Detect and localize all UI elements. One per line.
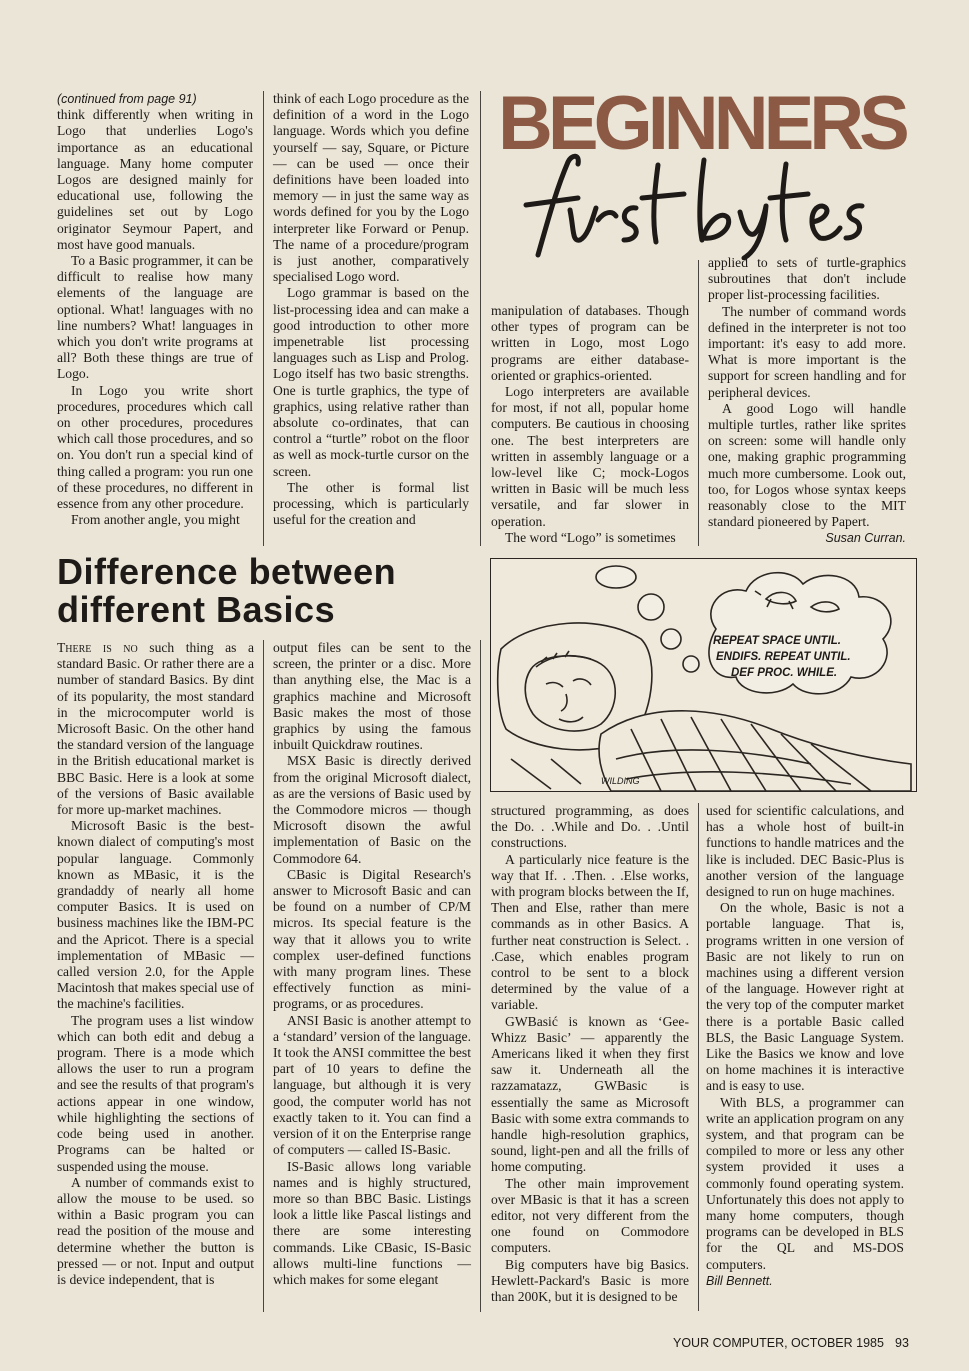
paragraph: Logo interpreters are available for most, if not all, popular home computers. Be cautious in choosing one. The best interpreters are written in assembly language or a low-level like C; mock-Logos written in Basic will be much less versatile, and far slower in operation. [491,384,689,529]
paragraph: output files can be sent to the screen, the printer or a disc. More than anything else, the Mac is a graphics machine and Microsoft Basic makes the most of those graphics by using the famous inbuilt Quickdraw routines. [273,640,471,753]
paragraph: A particularly nice feature is the way that If. . .Then. . .Else works, with program blocks between the If, Then and Else, rather than mere commands as in other Basics. A further neat construction is Select. . .Case, which enables program control to be sent to a block determined by the value of a variable. [491,851,689,1013]
paragraph: GWBasić is known as ‘Gee-Whizz Basic’ — apparently the Americans liked it when they first saw it. Underneath all the razzamatazz, GWBasic is essentially the same as Microsoft Basic with some extra commands to handle high-resolution graphics, sound, light-pen and all the frills of home computing. [491,1013,689,1175]
paragraph: MSX Basic is directly derived from the original Microsoft dialect, as are the versions of Basic used by the Commodore micros — though Microsoft disown the awful implementation of Basic on the Commodore 64. [273,753,471,866]
article2-column-3 [491,803,689,1305]
paragraph: Big computers have big Basics. Hewlett-Packard's Basic is more than 200K, but it is designed to be [491,1256,689,1305]
paragraph: think of each Logo procedure as the definition of a word in the Logo language. Words which you define yourself — say, Square, or Picture — can be used — once their definitions have been loaded into memory — in just the same way as words defined for you by the Logo interpreter like Forward or Penup. The name of a procedure/program is just another, comparatively specialised Logo word. [273,91,469,285]
paragraph: IS-Basic allows long variable names and is highly structured, more so than BBC Basic. Listings look a little like Pascal listings and there are some interesting commands. Like CBasic, IS-Basic allows multi-line functions — which makes for some elegant [273,1158,471,1287]
paragraph: Logo grammar is based on the list-processing idea and can make a good introduction to other more impenetrable list processing languages such as Lisp and Prolog. Logo itself has two basic strengths. One is turtle graphics, the type of graphics, using relative rather than absolute co-ordinates, that can control a “turtle” robot on the floor as well as mock-turtle cursor on the screen. [273,285,469,479]
paragraph: A number of commands exist to allow the mouse to be used. so within a Basic program you can read the position of the mouse and determine whether the button is pressed — or not. Input and output is device independent, that is [57,1174,254,1287]
article2-column-1 [57,640,254,1288]
paragraph: ANSI Basic is another attempt to a ‘standard’ version of the language. It took the ANSI committee the best part of 10 years to define the language, but although it is very good, the computer world has not exactly taken to it. You can find a version of it on the Enterprise range of computers — called IS-Basic. [273,1012,471,1158]
page-number: 93 [895,1336,909,1350]
article2-column-2 [273,640,471,1288]
section-masthead: BEGINNERS [498,81,905,166]
paragraph: The program uses a list window which can both edit and debug a program. There is a mode which allows the user to run a program and see the results of that program's actions appear in one window, while highlighting the sections of code being used in another. Programs can be halted or suspended using the mouse. [57,1012,254,1174]
paragraph: A good Logo will handle multiple turtles, rather like sprites on screen: some will handle only one, making graphic programming much more cumbersome. Look out, too, for Logos whose syntax keeps reasonably close to the MIT standard pioneered by Papert. [708,400,906,530]
paragraph: structured programming, as does the Do. . .While and Do. . .Until constructions. [491,803,689,851]
column-divider [698,803,699,1311]
author-byline: Susan Curran. [825,531,906,546]
paragraph: Microsoft Basic is the best-known dialect of computing's most popular language. Commonly known as MBasic, it is the grandaddy of nearly all home computer Basics. It is used on business machines like the IBM-PC and the Apricot. There is a special implementation of MBasic — called version 2.0, for the Apple Macintosh that makes special use of the machine's facilities. [57,818,254,1012]
paragraph: applied to sets of turtle-graphics subroutines that don't include proper list-processing facilities. [708,255,906,303]
lead-paragraph-text: such thing as a standard Basic. Or rather there are a number of standard Basics. By dint of its popularity, the most standard in the microcomputer world is Microsoft Basic. On the other hand the standard version of the language in the British educational market is BBC Basic. Here is a look at some of the versions of Basic available for more up-market machines. [57,640,255,818]
paragraph: From another angle, you might [71,512,240,528]
cartoon-illustration [490,558,917,792]
article1-column-2 [273,91,469,528]
article2-headline [57,553,487,629]
paragraph: CBasic is Digital Research's answer to Microsoft Basic and can be found on a number of CP/M micros. Its special feature is the way that it allows you to write complex user-defined functions with many program lines. These effectively function as mini-programs, or as procedures. [273,866,471,1012]
headline-line: Difference between [57,551,397,592]
paragraph: think differently when writing in Logo that underlies Logo's importance as an educational language. Many home computer Logos are designed mainly for educational use, following the guidelines set out by Logo originator Seymour Papert, and most have good manuals. [57,107,253,252]
column-divider [698,260,699,546]
first-bytes-script-logo [508,150,868,260]
paragraph [57,640,254,818]
lead-in-caps: There is no [57,640,138,655]
headline-line: different Basics [57,589,336,630]
paragraph: manipulation of databases. Though other types of program can be written in Logo, most Logo programs are either database-oriented or graphics-oriented. [491,303,689,383]
publication-footer: YOUR COMPUTER, OCTOBER 1985 [673,1336,884,1350]
column-divider [263,91,264,546]
thought-text-line-2: ENDIFS. REPEAT UNTIL. [716,651,851,663]
column-divider [480,640,481,1312]
column-divider [480,91,481,546]
paragraph: In Logo you write short procedures, procedures which call on other procedures, procedures which call those procedures, and so on. You don't run a special kind of thing called a program: you run one of these procedures, no different in essence from any other procedure. [57,382,253,512]
article1-column-1 [57,91,253,528]
continued-note: (continued from page 91) [57,92,197,106]
sleeping-man-drawing [491,559,916,791]
paragraph: On the whole, Basic is not a portable language. That is, programs written in one version of Basic are not likely to run on machines using a different version of the language. However right at the very top of the computer market there is a portable Basic called BLS, the Basic Language System. Like the Basics we know and love on home machines it is interactive and is easy to use. [706,900,904,1094]
paragraph: The number of command words defined in the interpreter is not too important: it's easy to add more. What is more important is the support for screen handling and for peripheral devices. [708,303,906,400]
article2-column-4 [706,803,904,1289]
column-divider [263,640,264,1312]
artist-signature: WILDING [601,776,640,786]
paragraph: To a Basic programmer, it can be difficult to realise how many elements of the language are optional. What! languages with no line numbers? What! languages in which you don't write programs at all? Both these things are true of Logo. [57,253,253,382]
thought-text-line-1: REPEAT SPACE UNTIL. [713,635,841,647]
paragraph: The word “Logo” is sometimes [505,529,676,545]
author-byline: Bill Bennett. [706,1273,773,1288]
article1-column-3 [491,303,689,546]
article1-column-4 [708,255,906,547]
thought-text-line-3: DEF PROC. WHILE. [731,667,838,679]
paragraph: The other is formal list processing, which is particularly useful for the creation and [273,479,469,528]
paragraph: The other main improvement over MBasic is that it has a screen editor, not very different from the one found on Commodore computers. [491,1175,689,1256]
paragraph: With BLS, a programmer can write an application program on any system, and that program can be compiled to more or less any other system provided it uses a commonly found operating system. Unfortunately this does not apply to many home computers, though programs can be developed in BLS for the QL and MS-DOS computers. [706,1094,904,1272]
paragraph: used for scientific calculations, and has a whole host of built-in functions to handle matrices and the like is included. DEC Basic-Plus is another version of the language designed to run on huge machines. [706,803,904,900]
